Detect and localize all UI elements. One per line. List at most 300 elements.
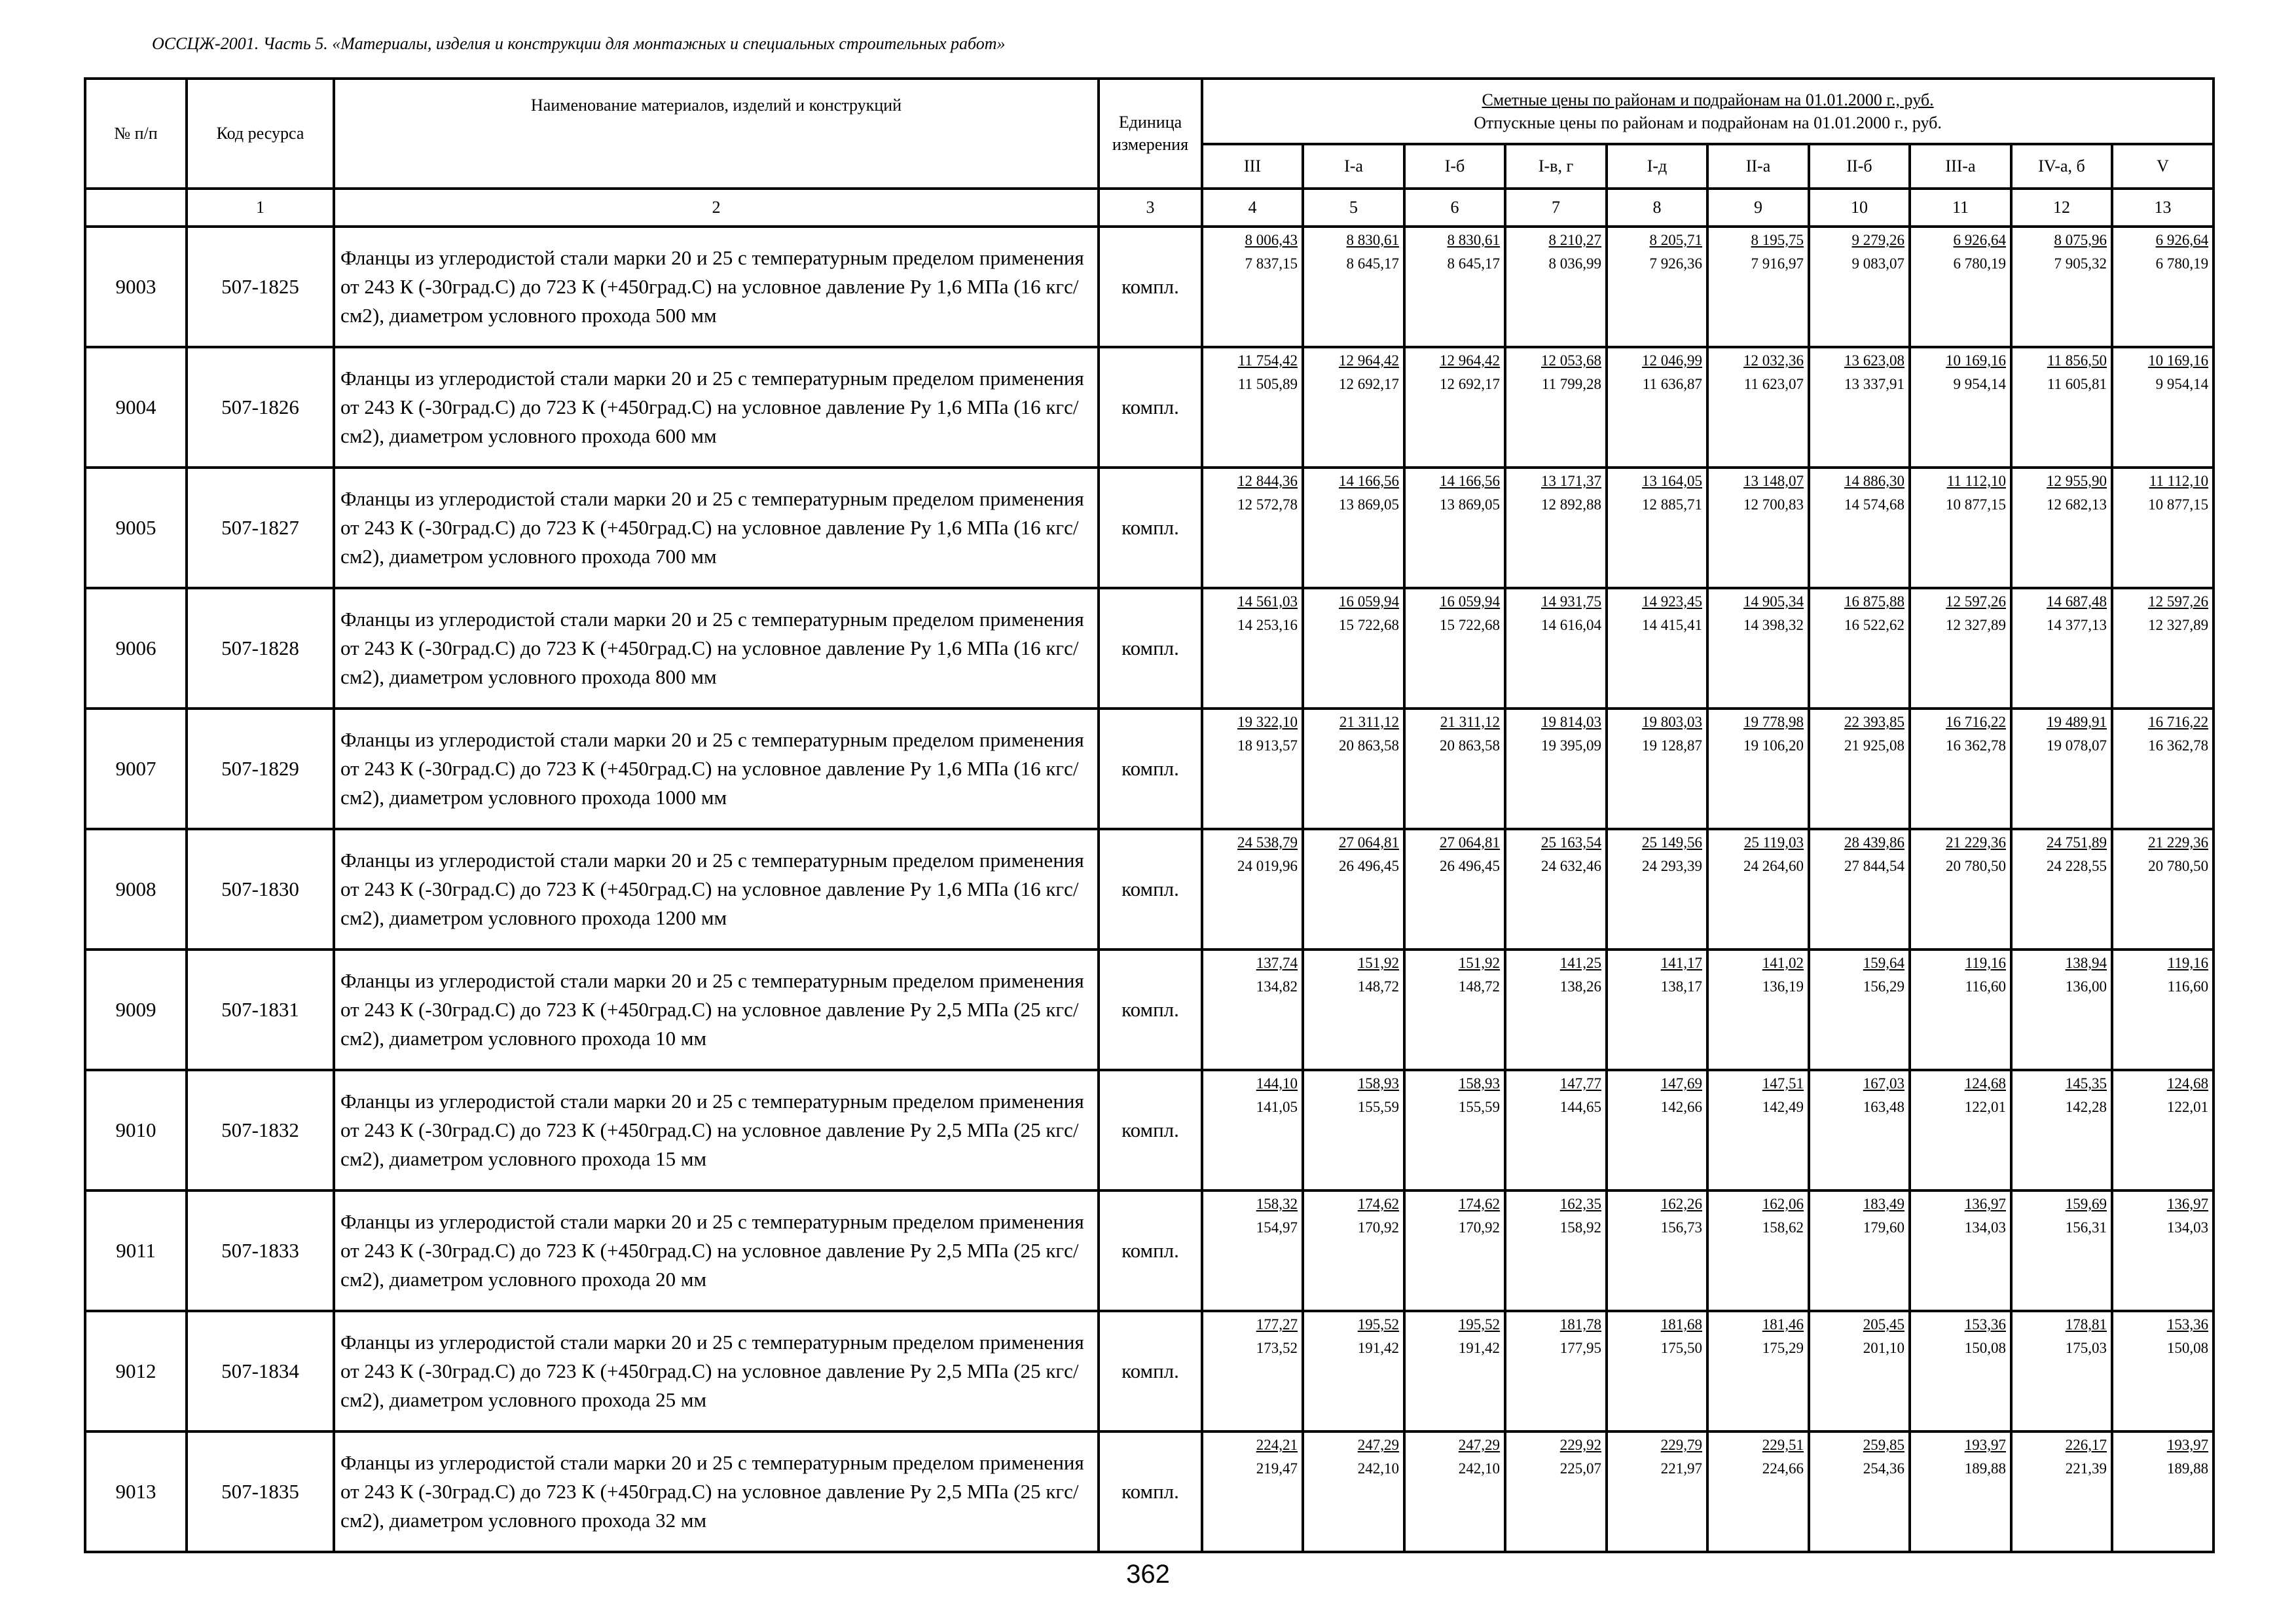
price-cell — [2112, 588, 2214, 709]
estimate-price: 158,32 — [1256, 1196, 1298, 1212]
column-number-row — [85, 189, 2214, 227]
release-price: 150,08 — [2166, 1340, 2209, 1356]
resource-code: 507-1831 — [187, 950, 334, 1070]
region-header: I-б — [1404, 144, 1505, 189]
price-cell — [1910, 1431, 2011, 1552]
region-header: III-а — [1910, 144, 2011, 189]
estimate-price: 10 169,16 — [2148, 352, 2209, 369]
column-number: 11 — [1910, 189, 2011, 227]
estimate-price: 159,69 — [2065, 1196, 2107, 1212]
price-cell — [1202, 1431, 1303, 1552]
estimate-price: 13 623,08 — [1844, 352, 1904, 369]
price-cell — [1910, 347, 2011, 468]
release-price: 14 253,16 — [1237, 617, 1298, 633]
release-price: 11 636,87 — [1642, 376, 1702, 392]
release-price: 15 722,68 — [1339, 617, 1399, 633]
price-cell — [1607, 588, 1707, 709]
material-name: Фланцы из углеродистой стали марки 20 и 25 с температурным пределом применения от 243 К (-30град.С) до 723 К (+450град.С) на условное давление Ру 1,6 МПа (16 кгс/см2), диаметром условного прохода 700 мм — [334, 468, 1099, 588]
estimate-price: 16 716,22 — [1946, 714, 2006, 730]
price-cell — [1505, 347, 1607, 468]
estimate-price: 12 964,42 — [1339, 352, 1399, 369]
material-name: Фланцы из углеродистой стали марки 20 и 25 с температурным пределом применения от 243 К (-30град.С) до 723 К (+450град.С) на условное давление Ру 2,5 МПа (25 кгс/см2), диаметром условного прохода 20 мм — [334, 1190, 1099, 1311]
estimate-price: 162,06 — [1762, 1196, 1804, 1212]
release-price: 11 623,07 — [1743, 376, 1804, 392]
price-cell — [1707, 347, 1809, 468]
material-name: Фланцы из углеродистой стали марки 20 и 25 с температурным пределом применения от 243 К (-30град.С) до 723 К (+450град.С) на условное давление Ру 1,6 МПа (16 кгс/см2), диаметром условного прохода 1200 мм — [334, 829, 1099, 950]
release-price: 6 780,19 — [2155, 255, 2209, 272]
col-header-code: Код ресурса — [187, 79, 334, 189]
table-row — [85, 1311, 2214, 1431]
release-price: 189,88 — [2166, 1460, 2209, 1477]
price-cell — [1303, 1070, 1404, 1190]
row-number: 9008 — [85, 829, 187, 950]
unit-of-measure: компл. — [1099, 1311, 1202, 1431]
release-price: 13 869,05 — [1339, 496, 1399, 513]
unit-of-measure: компл. — [1099, 709, 1202, 829]
release-price: 158,62 — [1762, 1219, 1804, 1236]
price-cell — [1202, 1070, 1303, 1190]
price-cell — [1607, 347, 1707, 468]
release-price: 24 019,96 — [1237, 858, 1298, 874]
release-price: 24 293,39 — [1642, 858, 1702, 874]
estimate-price: 14 561,03 — [1237, 593, 1298, 610]
unit-of-measure: компл. — [1099, 950, 1202, 1070]
estimate-price: 11 754,42 — [1237, 352, 1298, 369]
estimate-price: 6 926,64 — [2155, 232, 2209, 248]
release-price: 191,42 — [1458, 1340, 1500, 1356]
estimate-price: 16 059,94 — [1440, 593, 1500, 610]
region-header: II-б — [1809, 144, 1910, 189]
price-cell — [2112, 1431, 2214, 1552]
release-price: 156,73 — [1660, 1219, 1702, 1236]
estimate-price: 181,78 — [1559, 1316, 1601, 1333]
estimate-price: 195,52 — [1357, 1316, 1399, 1333]
release-price: 144,65 — [1559, 1099, 1601, 1115]
price-cell — [1607, 1190, 1707, 1311]
estimate-price: 159,64 — [1863, 955, 1904, 971]
table-row — [85, 829, 2214, 950]
release-price: 224,66 — [1762, 1460, 1804, 1477]
release-price: 134,03 — [2166, 1219, 2209, 1236]
estimate-price: 24 538,79 — [1237, 834, 1298, 851]
release-price: 142,28 — [2065, 1099, 2107, 1115]
price-cell — [1202, 950, 1303, 1070]
price-cell — [2112, 829, 2214, 950]
price-cell — [1505, 1190, 1607, 1311]
release-price: 175,50 — [1660, 1340, 1702, 1356]
release-price-title: Отпускные цены по районам и подрайонам на 01.01.2000 г., руб. — [1474, 113, 1942, 132]
price-cell — [2011, 1190, 2112, 1311]
estimate-price: 151,92 — [1458, 955, 1500, 971]
price-cell — [1404, 1190, 1505, 1311]
release-price: 158,92 — [1559, 1219, 1601, 1236]
estimate-price: 19 814,03 — [1541, 714, 1601, 730]
row-number: 9011 — [85, 1190, 187, 1311]
estimate-price: 12 032,36 — [1743, 352, 1804, 369]
price-cell — [1809, 1190, 1910, 1311]
column-number: 5 — [1303, 189, 1404, 227]
release-price: 12 327,89 — [1946, 617, 2006, 633]
release-price: 18 913,57 — [1237, 737, 1298, 754]
release-price: 175,03 — [2065, 1340, 2107, 1356]
row-number: 9004 — [85, 347, 187, 468]
release-price: 141,05 — [1256, 1099, 1298, 1115]
release-price: 221,97 — [1660, 1460, 1702, 1477]
estimate-price: 16 059,94 — [1339, 593, 1399, 610]
price-cell — [1707, 829, 1809, 950]
price-cell — [1707, 1070, 1809, 1190]
estimate-price: 24 751,89 — [2047, 834, 2107, 851]
release-price: 254,36 — [1863, 1460, 1904, 1477]
release-price: 8 645,17 — [1346, 255, 1399, 272]
estimate-price: 21 229,36 — [1946, 834, 2006, 851]
release-price: 8 645,17 — [1447, 255, 1500, 272]
release-price: 242,10 — [1357, 1460, 1399, 1477]
estimate-price: 9 279,26 — [1851, 232, 1904, 248]
release-price: 116,60 — [2167, 978, 2209, 995]
release-price: 16 362,78 — [2148, 737, 2209, 754]
price-cell — [1303, 829, 1404, 950]
unit-of-measure: компл. — [1099, 227, 1202, 347]
unit-of-measure: компл. — [1099, 1070, 1202, 1190]
column-number: 4 — [1202, 189, 1303, 227]
estimate-price: 151,92 — [1357, 955, 1399, 971]
price-cell — [1607, 709, 1707, 829]
release-price: 10 877,15 — [1946, 496, 2006, 513]
release-price: 156,29 — [1863, 978, 1904, 995]
resource-code: 507-1835 — [187, 1431, 334, 1552]
table-row — [85, 709, 2214, 829]
release-price: 14 415,41 — [1642, 617, 1702, 633]
page-number: 362 — [1126, 1560, 1170, 1589]
estimate-price: 27 064,81 — [1440, 834, 1500, 851]
price-cell — [1303, 709, 1404, 829]
material-name: Фланцы из углеродистой стали марки 20 и 25 с температурным пределом применения от 243 К (-30град.С) до 723 К (+450град.С) на условное давление Ру 1,6 МПа (16 кгс/см2), диаметром условного прохода 500 мм — [334, 227, 1099, 347]
price-cell — [1910, 950, 2011, 1070]
estimate-price: 25 119,03 — [1743, 834, 1804, 851]
price-cell — [1202, 709, 1303, 829]
price-table — [84, 77, 2215, 1553]
estimate-price: 21 311,12 — [1339, 714, 1399, 730]
price-cell — [1809, 829, 1910, 950]
price-cell — [1707, 588, 1809, 709]
release-price: 16 522,62 — [1844, 617, 1904, 633]
estimate-price: 8 205,71 — [1649, 232, 1702, 248]
estimate-price: 11 856,50 — [2047, 352, 2107, 369]
release-price: 175,29 — [1762, 1340, 1804, 1356]
price-cell — [1505, 1070, 1607, 1190]
price-cell — [2112, 1311, 2214, 1431]
column-number: 12 — [2011, 189, 2112, 227]
price-cell — [1202, 1311, 1303, 1431]
estimate-price: 12 046,99 — [1642, 352, 1702, 369]
row-number: 9010 — [85, 1070, 187, 1190]
release-price: 122,01 — [1964, 1099, 2006, 1115]
estimate-price: 144,10 — [1256, 1075, 1298, 1092]
release-price: 134,03 — [1964, 1219, 2006, 1236]
price-cell — [2112, 347, 2214, 468]
material-name: Фланцы из углеродистой стали марки 20 и 25 с температурным пределом применения от 243 К (-30град.С) до 723 К (+450град.С) на условное давление Ру 2,5 МПа (25 кгс/см2), диаметром условного прохода 10 мм — [334, 950, 1099, 1070]
release-price: 26 496,45 — [1339, 858, 1399, 874]
price-cell — [1910, 227, 2011, 347]
row-number: 9012 — [85, 1311, 187, 1431]
estimate-price: 158,93 — [1357, 1075, 1399, 1092]
estimate-price: 229,79 — [1660, 1437, 1702, 1453]
price-cell — [1202, 468, 1303, 588]
estimate-price: 229,92 — [1559, 1437, 1601, 1453]
release-price: 179,60 — [1863, 1219, 1904, 1236]
price-cell — [1910, 829, 2011, 950]
release-price: 12 885,71 — [1642, 496, 1702, 513]
estimate-price: 8 006,43 — [1245, 232, 1298, 248]
price-cell — [1404, 709, 1505, 829]
price-cell — [1809, 1070, 1910, 1190]
price-cell — [1910, 1311, 2011, 1431]
column-number: 10 — [1809, 189, 1910, 227]
release-price: 136,00 — [2065, 978, 2107, 995]
estimate-price: 158,93 — [1458, 1075, 1500, 1092]
price-cell — [1707, 1431, 1809, 1552]
release-price: 24 228,55 — [2047, 858, 2107, 874]
price-cell — [2112, 468, 2214, 588]
row-number: 9013 — [85, 1431, 187, 1552]
price-cell — [1303, 588, 1404, 709]
price-cell — [1707, 950, 1809, 1070]
release-price: 10 877,15 — [2148, 496, 2209, 513]
estimate-price: 12 597,26 — [1946, 593, 2006, 610]
estimate-price: 14 923,45 — [1642, 593, 1702, 610]
release-price: 14 377,13 — [2047, 617, 2107, 633]
price-cell — [1809, 1311, 1910, 1431]
estimate-price: 19 489,91 — [2047, 714, 2107, 730]
release-price: 12 692,17 — [1339, 376, 1399, 392]
release-price: 24 264,60 — [1743, 858, 1804, 874]
estimate-price: 141,02 — [1762, 955, 1804, 971]
estimate-price: 12 964,42 — [1440, 352, 1500, 369]
price-cell — [1505, 1311, 1607, 1431]
estimate-price: 137,74 — [1256, 955, 1298, 971]
price-cell — [1607, 468, 1707, 588]
estimate-price: 16 875,88 — [1844, 593, 1904, 610]
estimate-price: 247,29 — [1458, 1437, 1500, 1453]
release-price: 225,07 — [1559, 1460, 1601, 1477]
unit-of-measure: компл. — [1099, 829, 1202, 950]
estimate-price: 153,36 — [1964, 1316, 2006, 1333]
estimate-price: 10 169,16 — [1946, 352, 2006, 369]
column-number: 9 — [1707, 189, 1809, 227]
price-cell — [1303, 1431, 1404, 1552]
row-number: 9006 — [85, 588, 187, 709]
estimate-price: 167,03 — [1863, 1075, 1904, 1092]
resource-code: 507-1833 — [187, 1190, 334, 1311]
release-price: 189,88 — [1964, 1460, 2006, 1477]
price-cell — [2011, 588, 2112, 709]
column-number: 2 — [334, 189, 1099, 227]
release-price: 19 128,87 — [1642, 737, 1702, 754]
price-cell — [2011, 468, 2112, 588]
unit-of-measure: компл. — [1099, 347, 1202, 468]
price-cell — [1404, 588, 1505, 709]
release-price: 20 780,50 — [1946, 858, 2006, 874]
release-price: 138,17 — [1660, 978, 1702, 995]
release-price: 6 780,19 — [1953, 255, 2006, 272]
resource-code: 507-1828 — [187, 588, 334, 709]
estimate-price: 8 210,27 — [1548, 232, 1601, 248]
price-cell — [1809, 227, 1910, 347]
estimate-price: 145,35 — [2065, 1075, 2107, 1092]
price-cell — [1303, 468, 1404, 588]
price-cell — [2011, 1070, 2112, 1190]
price-cell — [2011, 347, 2112, 468]
row-number: 9009 — [85, 950, 187, 1070]
price-cell — [1404, 227, 1505, 347]
release-price: 24 632,46 — [1541, 858, 1601, 874]
release-price: 170,92 — [1458, 1219, 1500, 1236]
estimate-price: 193,97 — [1964, 1437, 2006, 1453]
estimate-price: 14 886,30 — [1844, 473, 1904, 489]
estimate-price: 14 166,56 — [1339, 473, 1399, 489]
price-cell — [1404, 1311, 1505, 1431]
price-cell — [1404, 1070, 1505, 1190]
release-price: 14 574,68 — [1844, 496, 1904, 513]
column-number: 7 — [1505, 189, 1607, 227]
estimate-price: 147,69 — [1660, 1075, 1702, 1092]
price-cell — [2011, 829, 2112, 950]
price-cell — [1303, 950, 1404, 1070]
release-price: 148,72 — [1458, 978, 1500, 995]
price-cell — [1607, 1311, 1707, 1431]
table-row — [85, 227, 2214, 347]
price-cell — [1505, 950, 1607, 1070]
estimate-price: 21 229,36 — [2148, 834, 2209, 851]
release-price: 21 925,08 — [1844, 737, 1904, 754]
release-price: 13 869,05 — [1440, 496, 1500, 513]
region-header: IV-а, б — [2011, 144, 2112, 189]
table-row — [85, 950, 2214, 1070]
estimate-price: 205,45 — [1863, 1316, 1904, 1333]
estimate-price: 162,26 — [1660, 1196, 1702, 1212]
release-price: 7 916,97 — [1751, 255, 1804, 272]
price-cell — [1607, 227, 1707, 347]
estimate-price: 138,94 — [2065, 955, 2107, 971]
estimate-price: 19 322,10 — [1237, 714, 1298, 730]
price-cell — [2011, 1311, 2112, 1431]
column-number: 6 — [1404, 189, 1505, 227]
estimate-price: 14 687,48 — [2047, 593, 2107, 610]
release-price: 12 572,78 — [1237, 496, 1298, 513]
estimate-price: 183,49 — [1863, 1196, 1904, 1212]
price-cell — [1707, 1190, 1809, 1311]
price-cell — [1910, 468, 2011, 588]
estimate-price: 11 112,10 — [2149, 473, 2209, 489]
estimate-price: 259,85 — [1863, 1437, 1904, 1453]
price-cell — [1809, 950, 1910, 1070]
release-price: 170,92 — [1357, 1219, 1399, 1236]
release-price: 9 954,14 — [2155, 376, 2209, 392]
price-cell — [1707, 227, 1809, 347]
unit-of-measure: компл. — [1099, 588, 1202, 709]
price-cell — [1303, 1190, 1404, 1311]
estimate-price: 153,36 — [2166, 1316, 2209, 1333]
estimate-price: 147,51 — [1762, 1075, 1804, 1092]
release-price: 20 863,58 — [1440, 737, 1500, 754]
release-price: 11 505,89 — [1237, 376, 1298, 392]
column-number: 13 — [2112, 189, 2214, 227]
price-cell — [1404, 950, 1505, 1070]
estimate-price: 119,16 — [2167, 955, 2209, 971]
release-price: 242,10 — [1458, 1460, 1500, 1477]
estimate-price: 12 053,68 — [1541, 352, 1601, 369]
price-cell — [1910, 588, 2011, 709]
price-cell — [2011, 1431, 2112, 1552]
release-price: 136,19 — [1762, 978, 1804, 995]
price-cell — [1202, 1190, 1303, 1311]
release-price: 7 905,32 — [2054, 255, 2107, 272]
release-price: 148,72 — [1357, 978, 1399, 995]
region-header: II-а — [1707, 144, 1809, 189]
release-price: 155,59 — [1458, 1099, 1500, 1115]
release-price: 163,48 — [1863, 1099, 1904, 1115]
release-price: 11 605,81 — [2047, 376, 2107, 392]
price-cell — [1809, 347, 1910, 468]
page-header: ОССЦЖ-2001. Часть 5. «Материалы, изделия и конструкции для монтажных и специальных строительных работ» — [152, 34, 1006, 53]
estimate-price: 12 955,90 — [2047, 473, 2107, 489]
estimate-price: 13 148,07 — [1743, 473, 1804, 489]
release-price: 191,42 — [1357, 1340, 1399, 1356]
price-cell — [2112, 1070, 2214, 1190]
release-price: 12 892,88 — [1541, 496, 1601, 513]
estimate-price: 8 830,61 — [1447, 232, 1500, 248]
release-price: 7 926,36 — [1649, 255, 1702, 272]
row-number: 9003 — [85, 227, 187, 347]
region-header: I-в, г — [1505, 144, 1607, 189]
price-cell — [1607, 950, 1707, 1070]
estimate-price: 8 075,96 — [2054, 232, 2107, 248]
estimate-price: 8 830,61 — [1346, 232, 1399, 248]
release-price: 19 395,09 — [1541, 737, 1601, 754]
price-cell — [1809, 468, 1910, 588]
estimate-price: 8 195,75 — [1751, 232, 1804, 248]
estimate-price: 124,68 — [1964, 1075, 2006, 1092]
resource-code: 507-1826 — [187, 347, 334, 468]
estimate-price-title: Сметные цены по районам и подрайонам на 01.01.2000 г., руб. — [1482, 90, 1934, 109]
price-cell — [1607, 1070, 1707, 1190]
price-cell — [2112, 950, 2214, 1070]
release-price: 173,52 — [1256, 1340, 1298, 1356]
estimate-price: 224,21 — [1256, 1437, 1298, 1453]
estimate-price: 11 112,10 — [1946, 473, 2006, 489]
price-cell — [1707, 1311, 1809, 1431]
column-number-blank — [85, 189, 187, 227]
material-name: Фланцы из углеродистой стали марки 20 и 25 с температурным пределом применения от 243 К (-30град.С) до 723 К (+450град.С) на условное давление Ру 1,6 МПа (16 кгс/см2), диаметром условного прохода 600 мм — [334, 347, 1099, 468]
estimate-price: 136,97 — [2166, 1196, 2209, 1212]
material-name: Фланцы из углеродистой стали марки 20 и 25 с температурным пределом применения от 243 К (-30град.С) до 723 К (+450град.С) на условное давление Ру 1,6 МПа (16 кгс/см2), диаметром условного прохода 800 мм — [334, 588, 1099, 709]
row-number: 9005 — [85, 468, 187, 588]
price-cell — [1505, 588, 1607, 709]
table-row — [85, 1431, 2214, 1552]
release-price: 221,39 — [2065, 1460, 2107, 1477]
region-header: I-д — [1607, 144, 1707, 189]
price-cell — [1707, 468, 1809, 588]
price-cell — [1910, 1070, 2011, 1190]
price-cell — [1607, 829, 1707, 950]
estimate-price: 28 439,86 — [1844, 834, 1904, 851]
release-price: 177,95 — [1559, 1340, 1601, 1356]
release-price: 12 682,13 — [2047, 496, 2107, 513]
release-price: 12 327,89 — [2148, 617, 2209, 633]
release-price: 142,66 — [1660, 1099, 1702, 1115]
release-price: 26 496,45 — [1440, 858, 1500, 874]
